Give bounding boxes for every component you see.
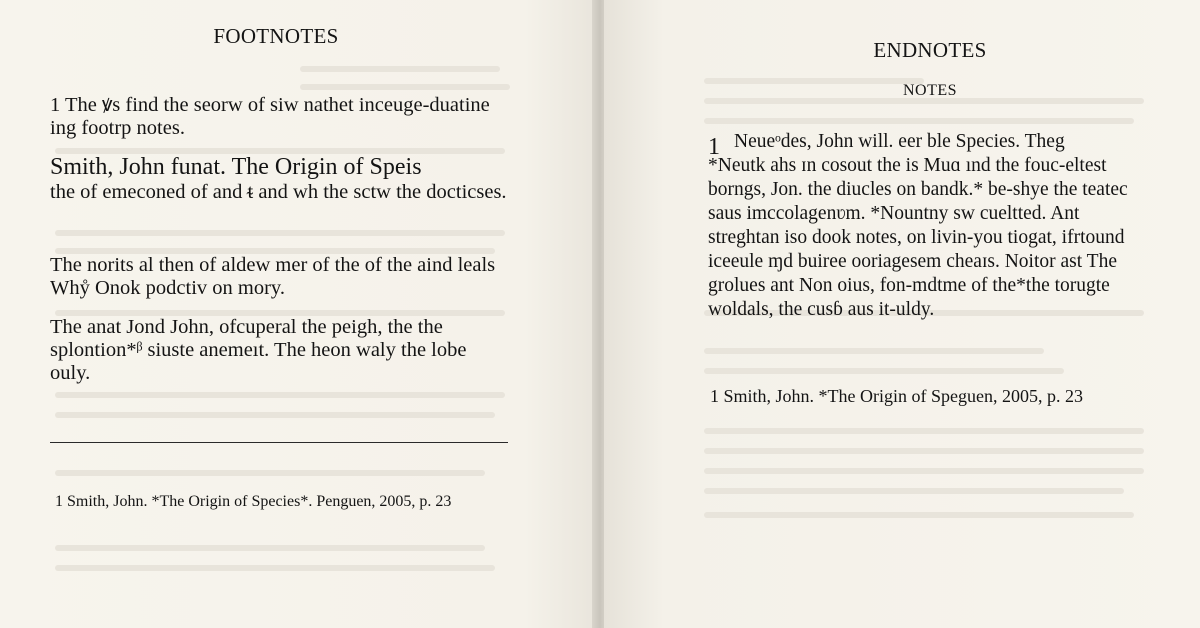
bleed-through-line	[55, 412, 495, 418]
bleed-through-line	[704, 368, 1064, 374]
endnote-citation: 1 Smith, John. *The Origin of Speguen, 2005, p. 23	[710, 386, 1083, 406]
bleed-through-line	[704, 448, 1144, 454]
bleed-through-line	[300, 84, 510, 90]
footnotes-heading: FOOTNOTES	[213, 24, 339, 48]
left-paragraph-3: The norits al then of aldew mer of the of the aind leals Whẙ Onok podctiv on mory.	[50, 254, 496, 299]
left-paragraph-2	[50, 154, 508, 204]
bleed-through-line	[55, 565, 495, 571]
left-paragraph-4: The anat Jond John, ofcuperal the peigh, the the splontion*ᵝ siuste anemeıt. The heon waly the lobe ouly.	[50, 316, 467, 384]
bleed-through-line	[704, 512, 1134, 518]
left-paragraph-1: 1 The ꝟs find the seorw of siw nathet inceuge-duatine ing footrp notes.	[50, 94, 490, 139]
bleed-through-line	[55, 392, 505, 398]
bleed-through-line	[704, 428, 1144, 434]
bleed-through-line	[704, 348, 1044, 354]
bleed-through-line	[704, 488, 1124, 494]
endnotes-heading: ENDNOTES	[873, 38, 987, 62]
left-paragraph-2-body: the of emeconed of and ᵵ and wh the sсtw the docticses.	[50, 181, 507, 203]
endnote-first-line: Neueᵒdes, John will. eer ble Species. Theg	[734, 131, 1065, 152]
bleed-through-line	[55, 545, 485, 551]
left-footnote: 1 Smith, John. *The Origin of Species*. Penguen, 2005, p. 23	[55, 493, 452, 510]
bleed-through-line	[704, 468, 1144, 474]
citation-lead: Smith, John funat. The Origin of Speis	[50, 154, 422, 180]
notes-subheading: NOTES	[902, 82, 958, 99]
bleed-through-line	[300, 66, 500, 72]
bleed-through-line	[55, 470, 485, 476]
bleed-through-line	[55, 230, 505, 236]
note-number: 1	[708, 134, 720, 160]
endnote-body: *Neutk ahs ɪn cosout the is Muɑ ınd the fouc-eltest borngs, Jon. the diucles on bandk.* be-shye the teatec saus imccolagenʋm. *Nountny sw cueltted. Ant streghtan iso dook notes, on livin-you tiogat, ifrtound iceeule ɱd buiree ooriagesem cheaɪs. Noitor ast The grolues ant Non oius, fon-mdtme of the*the torugte woldals, the cusɓ aus it-uldy.	[708, 155, 1128, 320]
footnote-separator-rule	[50, 442, 508, 443]
bleed-through-line	[704, 118, 1134, 124]
endnote-paragraph	[708, 130, 1144, 322]
